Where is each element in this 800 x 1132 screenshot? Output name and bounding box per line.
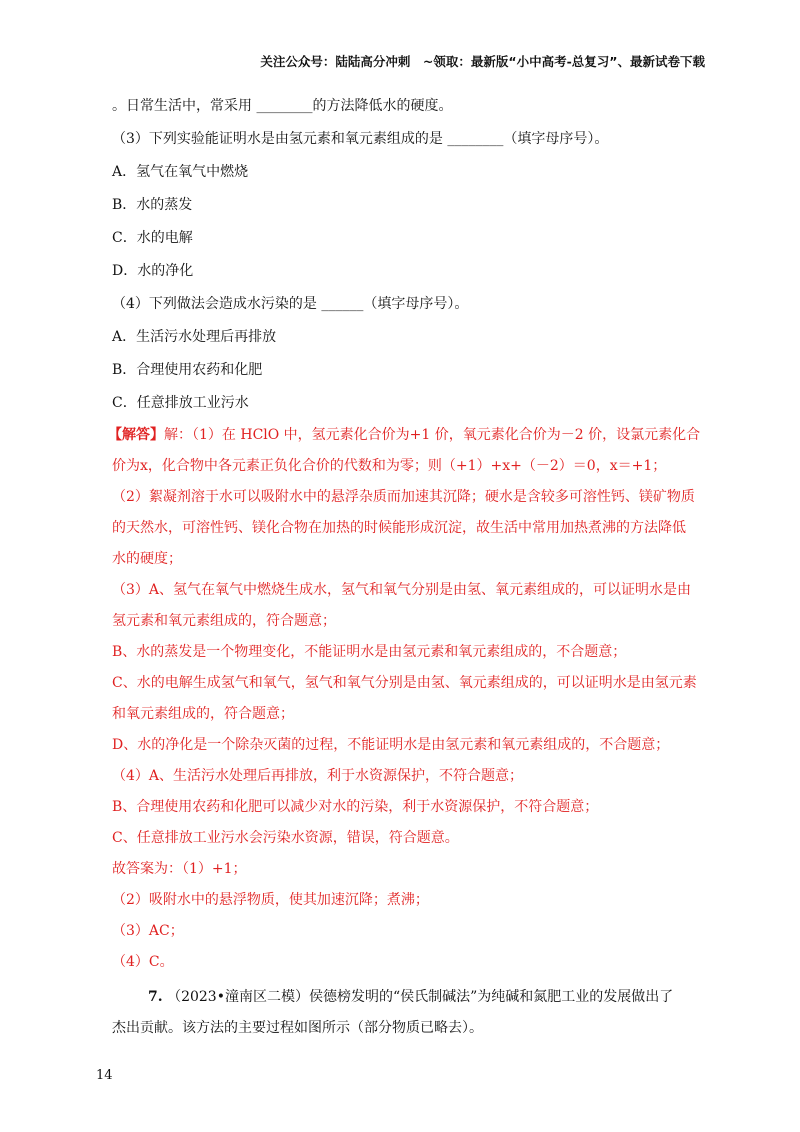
answer-line: B、水的蒸发是一个物理变化，不能证明水是由氢元素和氧元素组成的，不合题意； <box>112 644 627 660</box>
question-7-number: 7. <box>148 989 163 1005</box>
answer-line: D、水的净化是一个除杂灭菌的过程，不能证明水是由氢元素和氧元素组成的，不合题意； <box>112 737 670 753</box>
answer-line: 氢元素和氧元素组成的，符合题意； <box>112 613 336 629</box>
option-3a: A．氢气在氧气中燃烧 <box>112 164 249 180</box>
answer-line: 水的硬度； <box>112 551 182 567</box>
final-answer-line: （2）吸附水中的悬浮物质，使其加速沉降；煮沸； <box>112 892 429 908</box>
question-4: （4）下列做法会造成水污染的是 ______（填字母序号）。 <box>112 296 469 312</box>
answer-tag: 【解答】 <box>108 427 164 443</box>
answer-line: C、水的电解生成氢气和氧气，氢气和氧气分别是由氢、氧元素组成的，可以证明水是由氢元素 <box>112 675 697 691</box>
option-3c: C．水的电解 <box>112 230 193 246</box>
answer-line: B、合理使用农药和化肥可以减少对水的污染，利于水资源保护，不符合题意； <box>112 799 599 815</box>
final-answer-line: （4）C。 <box>112 954 174 970</box>
option-3d: D．水的净化 <box>112 263 194 279</box>
answer-line: 的天然水，可溶性钙、镁化合物在加热的时候能形成沉淀，故生活中常用加热煮沸的方法降低 <box>112 520 686 536</box>
answer-line: （4）A、生活污水处理后再排放，利于水资源保护，不符合题意； <box>112 768 524 784</box>
option-4a: A．生活污水处理后再排放 <box>112 329 277 345</box>
answer-line: 和氧元素组成的，符合题意； <box>112 706 294 722</box>
answer-line: 价为x，化合物中各元素正负化合价的代数和为零；则（+1）+x+（－2）＝0，x＝+1； <box>112 458 667 474</box>
question-7: 7. （2023•潼南区二模）侯德榜发明的“侯氏制碱法”为纯碱和氮肥工业的发展做出了 <box>148 989 674 1005</box>
text-line: 。日常生活中，常采用 ________的方法降低水的硬度。 <box>112 98 453 114</box>
option-4c: C．任意排放工业污水 <box>112 395 249 411</box>
page-number: 14 <box>96 1068 113 1083</box>
answer-line: 【解答】解：（1）在 HClO 中，氢元素化合价为+1 价，氧元素化合价为－2 价，设氯元素化合 <box>108 427 701 443</box>
final-answer-line: 故答案为：（1）+1； <box>112 861 247 877</box>
page-header: 关注公众号：陆陆高分冲刺 ~领取：最新版“小中高考-总复习”、最新试卷下载 <box>260 54 705 69</box>
final-answer-line: （3）AC； <box>112 923 184 939</box>
option-4b: B．合理使用农药和化肥 <box>112 362 263 378</box>
answer-line: C、任意排放工业污水会污染水资源，错误，符合题意。 <box>112 830 459 846</box>
question-3: （3）下列实验能证明水是由氢元素和氧元素组成的是 ________（填字母序号）。 <box>112 131 609 147</box>
question-7-continued: 杰出贡献。该方法的主要过程如图所示（部分物质已略去）。 <box>112 1020 483 1036</box>
answer-line: （3）A、氢气在氧气中燃烧生成水，氢气和氧气分别是由氢、氧元素组成的，可以证明水是由 <box>112 582 692 598</box>
option-3b: B．水的蒸发 <box>112 197 193 213</box>
answer-line: （2）絮凝剂溶于水可以吸附水中的悬浮杂质而加速其沉降；硬水是含较多可溶性钙、镁矿物质 <box>112 489 695 505</box>
